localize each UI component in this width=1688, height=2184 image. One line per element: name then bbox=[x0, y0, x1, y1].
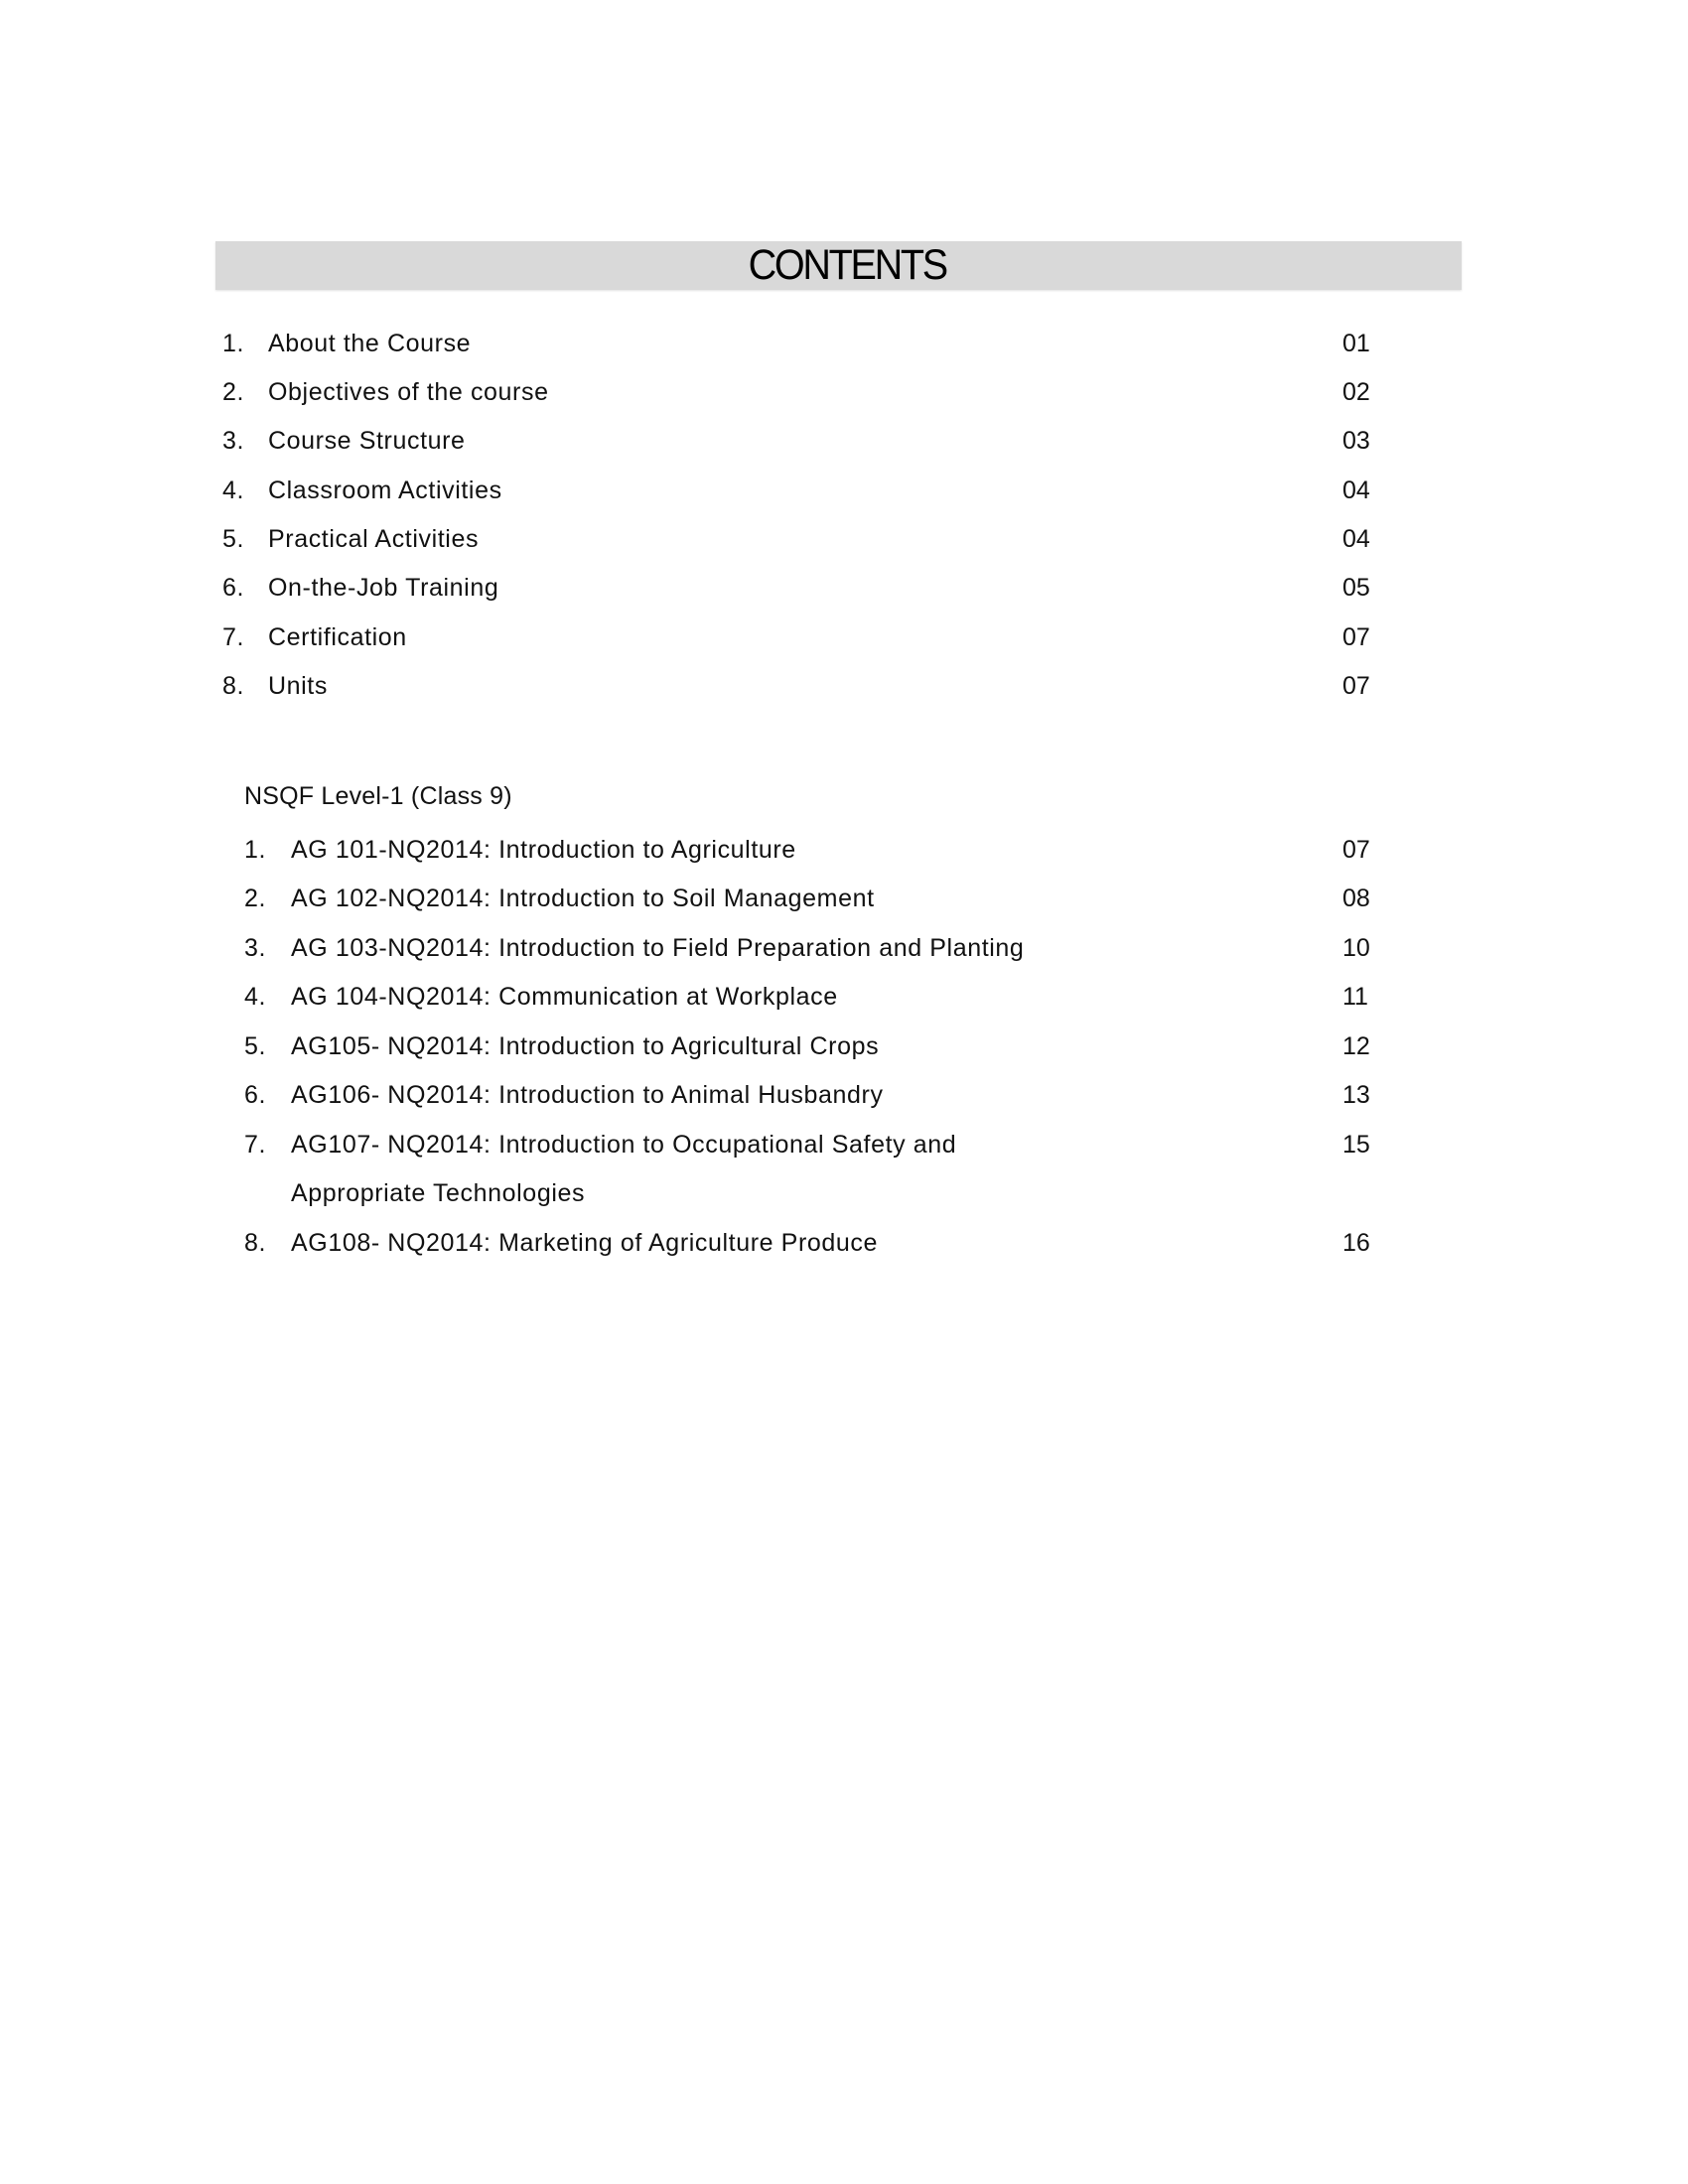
unit-entry-label: AG 102-NQ2014: Introduction to Soil Management bbox=[291, 885, 875, 912]
toc-entry-label: On-the-Job Training bbox=[268, 574, 499, 602]
unit-entry-label: AG107- NQ2014: Introduction to Occupational Safety and bbox=[291, 1131, 957, 1159]
toc-entry[interactable] bbox=[0, 417, 1688, 466]
units-section-heading: NSQF Level-1 (Class 9) bbox=[244, 782, 512, 810]
unit-entry-page: 11 bbox=[1342, 983, 1368, 1011]
toc-entry[interactable] bbox=[0, 320, 1688, 368]
toc-entry-label: Units bbox=[268, 672, 328, 700]
toc-entry-number: 8. bbox=[222, 672, 245, 700]
unit-entry-page: 15 bbox=[1342, 1131, 1370, 1159]
toc-entry-label: Objectives of the course bbox=[268, 378, 549, 406]
unit-entry-page: 16 bbox=[1342, 1229, 1370, 1257]
toc-entry-page: 07 bbox=[1342, 672, 1370, 700]
toc-entry-page: 02 bbox=[1342, 378, 1370, 406]
toc-entry-number: 5. bbox=[222, 525, 245, 553]
toc-entry-page: 04 bbox=[1342, 477, 1370, 504]
unit-entry-label: AG108- NQ2014: Marketing of Agriculture Produce bbox=[291, 1229, 878, 1257]
toc-entry-page: 01 bbox=[1342, 330, 1370, 357]
toc-entry-label: Course Structure bbox=[268, 427, 466, 455]
toc-entry[interactable] bbox=[0, 614, 1688, 662]
unit-entry-label: AG105- NQ2014: Introduction to Agricultural Crops bbox=[291, 1032, 880, 1060]
unit-entry-number: 8. bbox=[244, 1229, 267, 1257]
unit-entry-page: 07 bbox=[1342, 836, 1370, 864]
toc-entry-number: 4. bbox=[222, 477, 245, 504]
unit-entry[interactable] bbox=[0, 924, 1688, 973]
toc-entry-number: 6. bbox=[222, 574, 245, 602]
unit-entry-label: AG 103-NQ2014: Introduction to Field Preparation and Planting bbox=[291, 934, 1025, 962]
toc-entry[interactable] bbox=[0, 515, 1688, 564]
toc-entry-number: 2. bbox=[222, 378, 245, 406]
toc-entry[interactable] bbox=[0, 368, 1688, 417]
unit-entry-continuation bbox=[0, 1169, 1688, 1218]
toc-entry-label: Classroom Activities bbox=[268, 477, 502, 504]
unit-entry-label-continuation: Appropriate Technologies bbox=[291, 1179, 586, 1207]
toc-entry[interactable] bbox=[0, 467, 1688, 515]
unit-entry-page: 12 bbox=[1342, 1032, 1370, 1060]
unit-entry-page: 13 bbox=[1342, 1081, 1370, 1109]
toc-entry-label: About the Course bbox=[268, 330, 472, 357]
page-title: CONTENTS bbox=[748, 241, 947, 289]
unit-entry-number: 4. bbox=[244, 983, 267, 1011]
unit-entry-label: AG106- NQ2014: Introduction to Animal Husbandry bbox=[291, 1081, 884, 1109]
toc-entry[interactable] bbox=[0, 662, 1688, 711]
unit-entry[interactable] bbox=[0, 826, 1688, 875]
toc-entry-number: 1. bbox=[222, 330, 245, 357]
unit-entry[interactable] bbox=[0, 1071, 1688, 1120]
unit-entry-label: AG 104-NQ2014: Communication at Workplace bbox=[291, 983, 838, 1011]
toc-entry-label: Certification bbox=[268, 623, 407, 651]
unit-entry[interactable] bbox=[0, 973, 1688, 1022]
unit-entry-number: 3. bbox=[244, 934, 267, 962]
unit-entry-number: 5. bbox=[244, 1032, 267, 1060]
unit-entry-number: 2. bbox=[244, 885, 267, 912]
toc-entry-page: 04 bbox=[1342, 525, 1370, 553]
unit-entry[interactable] bbox=[0, 1121, 1688, 1169]
toc-entry-number: 7. bbox=[222, 623, 245, 651]
unit-entry-number: 1. bbox=[244, 836, 267, 864]
unit-entry-page: 08 bbox=[1342, 885, 1370, 912]
unit-entry-page: 10 bbox=[1342, 934, 1370, 962]
unit-entry[interactable] bbox=[0, 1219, 1688, 1268]
toc-entry-number: 3. bbox=[222, 427, 245, 455]
unit-entry[interactable] bbox=[0, 1023, 1688, 1071]
unit-entry-number: 7. bbox=[244, 1131, 267, 1159]
contents-title-bar bbox=[215, 241, 1462, 290]
toc-entry-label: Practical Activities bbox=[268, 525, 480, 553]
toc-entry-page: 07 bbox=[1342, 623, 1370, 651]
unit-entry-number: 6. bbox=[244, 1081, 267, 1109]
toc-entry-page: 05 bbox=[1342, 574, 1370, 602]
unit-entry[interactable] bbox=[0, 875, 1688, 923]
toc-entry-page: 03 bbox=[1342, 427, 1370, 455]
unit-entry-label: AG 101-NQ2014: Introduction to Agriculture bbox=[291, 836, 796, 864]
toc-entry[interactable] bbox=[0, 564, 1688, 613]
